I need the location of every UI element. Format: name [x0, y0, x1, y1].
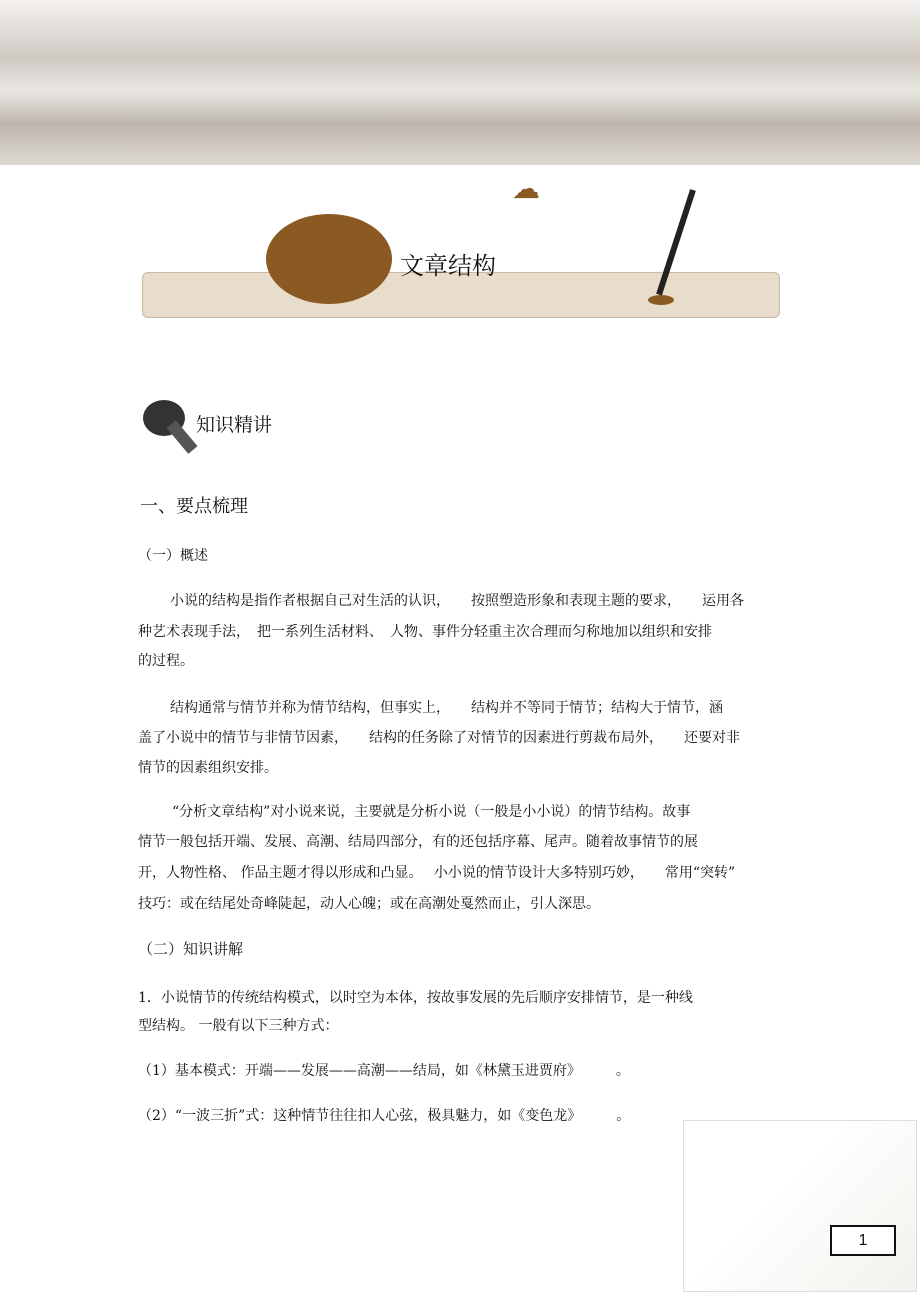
- ink-drop-decoration: [648, 295, 674, 305]
- paragraph-line: 盖了小说中的情节与非情节因素， 结构的任务除了对情节的因素进行剪裁布局外， 还要对非: [138, 730, 740, 746]
- paragraph-line: 开，人物性格、 作品主题才得以形成和凸显。 小小说的情节设计大多特别巧妙， 常用“突转”: [138, 865, 736, 881]
- list-item: （2）“一波三折”式：这种情节往往扣人心弦，极具魅力，如《变色龙》 。: [138, 1108, 631, 1124]
- paragraph-line: 1．小说情节的传统结构模式，以时空为本体，按故事发展的先后顺序安排情节，是一种线: [138, 990, 693, 1006]
- paragraph-line: 情节一般包括开端、发展、高潮、结局四部分，有的还包括序幕、尾声。随着故事情节的展: [138, 834, 698, 850]
- section-header: 知识精讲: [196, 414, 273, 436]
- paragraph-line: 情节的因素组织安排。: [138, 760, 278, 776]
- list-item: （1）基本模式：开端——发展——高潮——结局，如《林黛玉进贾府》 。: [138, 1063, 630, 1079]
- page-title: 文章结构: [400, 252, 496, 280]
- subheading-explanation: （二）知识讲解: [138, 940, 244, 958]
- paragraph-line: “分析文章结构”对小说来说，主要就是分析小说（一般是小小说）的情节结构。故事: [172, 804, 691, 820]
- paragraph-line: 结构通常与情节并称为情节结构，但事实上， 结构并不等同于情节；结构大于情节，涵: [170, 700, 723, 716]
- paragraph-line: 型结构。 一般有以下三种方式：: [138, 1018, 339, 1034]
- paragraph-line: 小说的结构是指作者根据自己对生活的认识， 按照塑造形象和表现主题的要求， 运用各: [170, 593, 744, 609]
- ink-blot-decoration: [266, 214, 392, 304]
- orchid-butterfly-image: [683, 1120, 917, 1292]
- page-number: 1: [830, 1225, 896, 1256]
- paragraph-line: 的过程。: [138, 653, 194, 669]
- paragraph-line: 种艺术表现手法， 把一系列生活材料、 人物、事件分轻重主次合理而匀称地加以组织和安排: [138, 624, 712, 640]
- mountain-banner-image: [0, 0, 920, 165]
- subheading-overview: （一）概述: [138, 548, 208, 564]
- cloud-ornament-icon: ☁: [512, 172, 540, 205]
- heading-key-points: 一、要点梳理: [140, 496, 248, 517]
- paragraph-line: 技巧：或在结尾处奇峰陡起，动人心魄；或在高潮处戛然而止，引人深思。: [138, 896, 600, 912]
